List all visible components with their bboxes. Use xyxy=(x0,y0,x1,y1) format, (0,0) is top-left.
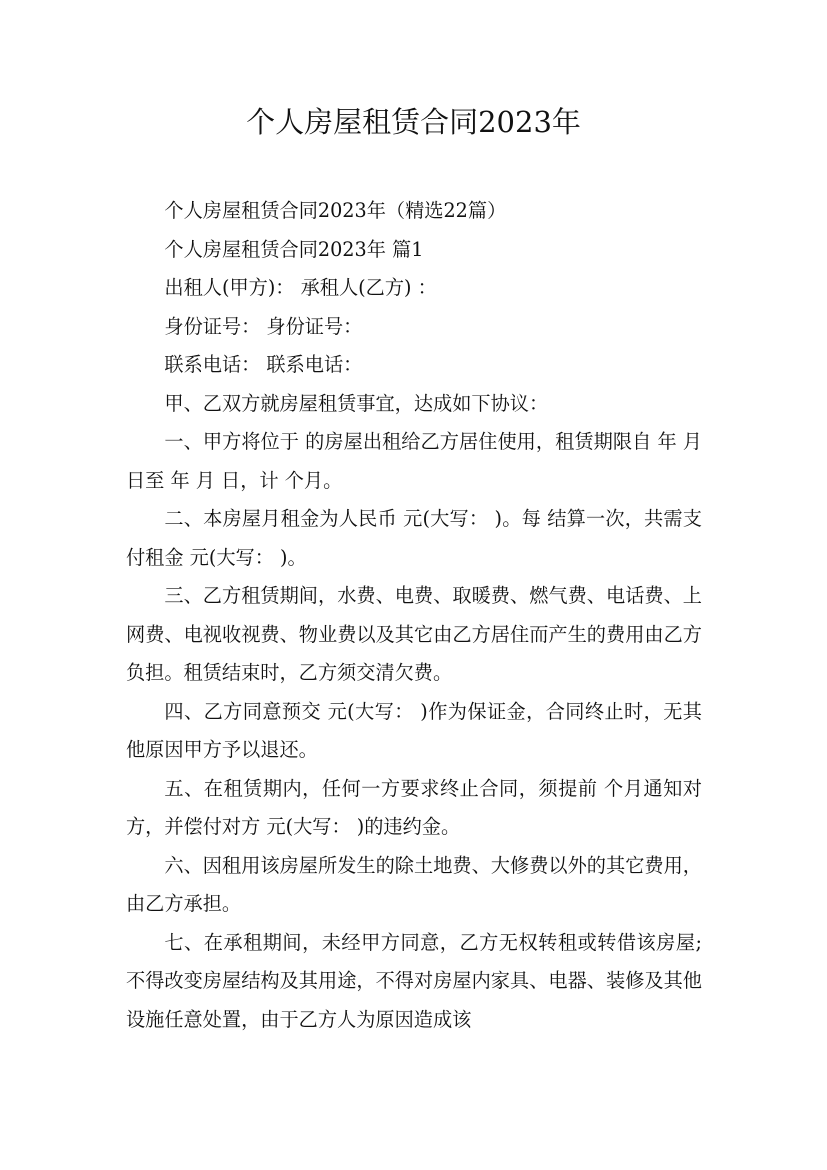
document-title: 个人房屋租赁合同2023年 xyxy=(246,105,581,139)
paragraph-clause-6: 六、因租用该房屋所发生的除土地费、大修费以外的其它费用，由乙方承担。 xyxy=(126,853,702,915)
paragraph-agreement-intro: 甲、乙双方就房屋租赁事宜，达成如下协议： xyxy=(164,391,549,415)
paragraph-clause-5: 五、在租赁期内，任何一方要求终止合同，须提前 个月通知对方，并偿付对方 元(大写： )的违约金。 xyxy=(126,776,702,838)
paragraph-clause-7: 七、在承租期间，未经甲方同意，乙方无权转租或转借该房屋;不得改变房屋结构及其用途，不得对房屋内家具、电器、装修及其他设施任意处置，由于乙方人为原因造成该 xyxy=(126,930,702,1031)
paragraph-clause-4: 四、乙方同意预交 元(大写： )作为保证金，合同终止时，无其他原因甲方予以退还。 xyxy=(126,699,702,761)
paragraph-id-numbers: 身份证号： 身份证号： xyxy=(164,314,363,338)
document-body xyxy=(126,192,702,1039)
paragraph-phones: 联系电话： 联系电话： xyxy=(164,353,363,376)
paragraph-clause-3: 三、乙方租赁期间，水费、电费、取暖费、燃气费、电话费、上网费、电视收视费、物业费以及其它由乙方居住而产生的费用由乙方负担。租赁结束时，乙方须交清欠费。 xyxy=(126,584,702,684)
paragraph-clause-1: 一、甲方将位于 的房屋出租给乙方居住使用，租赁期限自 年 月 日至 年 月 日，计 个月。 xyxy=(126,430,702,492)
paragraph-clause-2: 二、本房屋月租金为人民币 元(大写： )。每 结算一次，共需支付租金 元(大写： )。 xyxy=(126,507,702,569)
paragraph-parties: 出租人(甲方)： 承租人(乙方) ： xyxy=(164,276,437,299)
paragraph-subtitle: 个人房屋租赁合同2023年（精选22篇） xyxy=(164,199,507,222)
paragraph-section-heading: 个人房屋租赁合同2023年 篇1 xyxy=(164,237,424,261)
